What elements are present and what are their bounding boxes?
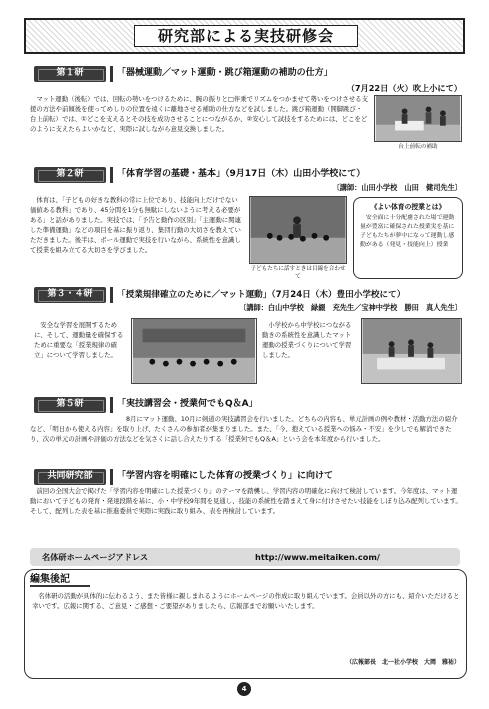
callout-title: 《よい体育の授業とは》 (370, 203, 446, 211)
section-5-tab: 第５研 (34, 397, 106, 413)
section-2-body: 体育は、「子どもの好きな教科の常に上位であり、技能向上だけでない価値ある教科」であり、45分間を1分も無駄にしないように考える必要がある」と話がありました。実技では、「予告と動作の区別」「主運動に関連した準備運動」などの項目を基に振り返り、集団行動の大切さを教えていただきました。後半は、ボール運動で実技を行いながら、系統性を意識して授業を組み立てる大切さを学びました。 (30, 196, 241, 254)
joint-research-heading: 「学習内容を明確にした体育の授業づくり」に向けて (110, 469, 460, 485)
section-1-tab: 第１研 (34, 66, 106, 82)
editorial-body: 名体研の活動が具体的に伝わるよう、また皆様に親しまれるようにホームページの作成に取り組んでいます。会員以外の方にも、紹介いただけると幸いです。広報に関する、ご意見・ご感想・ご要望がありましたら、広報部までお願いいたします。 (32, 592, 460, 610)
homepage-bar (30, 548, 460, 566)
section-2-photo-caption: 子どもたちに話すときは目線を合わせて (250, 266, 346, 281)
section-3-4-lecturer: 〔講師：白山中学校 緑綴 充先生／宝神中学校 勝田 真人先生〕 (239, 303, 462, 312)
section-3-4-photo-right (361, 318, 462, 384)
section-1-date: （7月22日（火）吹上小にて） (346, 83, 462, 93)
section-3-4-heading: 「授業規律確立のために／マット運動」（7月24日（木）豊田小学校にて） (110, 287, 465, 303)
section-2-heading: 「体育学習の基礎・基本」（9月17日（木）山田小学校にて） (110, 167, 460, 183)
section-2-lecturer: 〔講師：山田小学校 山田 健司先生〕 (332, 183, 462, 192)
joint-research-tab: 共同研究部 (34, 469, 106, 485)
callout-body: 安全面に十分配慮された場で運動量が豊富に確保された授業実を基に子どもたちが夢中になって運動し感動がある（発見・技能向上）授業 (360, 215, 455, 248)
section-2-callout (353, 197, 463, 279)
section-1-photo (374, 95, 462, 142)
section-1-body: マット運動（後転）では、回転の勢いをつけるために、腕の振りと□伴乗でリズムをつかませて勢いをつけさせる支援の方法や前傾後を使ってめしりの位置を遠くに離地させる補助の仕方などを試しました。跳び箱運動（開脚跳び・台上前転）では、①どこを支えるとその技を成功させることにつながるか、②安心して試技をするためには、どこをどのように支えたらよいかなど、実際に試しながら意見交換しました。 (30, 95, 368, 133)
title-frame (134, 25, 358, 47)
section-5-heading: 「実技講習会・授業何でもQ＆A」 (110, 397, 460, 413)
section-1-heading: 「器械運動／マット運動・跳び箱運動の補助の仕方」 (110, 66, 460, 82)
section-2-photo (249, 196, 347, 264)
section-3-4-body-right: 小学校から中学校につながる動きの系統性を意識したマット運動の授業づくりについて学習しました。 (262, 321, 352, 359)
page-number: 4 (237, 682, 251, 696)
section-1-photo-caption: 台上前転の補助 (398, 144, 438, 150)
joint-research-body: 前回の全国大会で掲げた「学習内容を明確にした授業づくり」のテーマを踏襲し、学習内容の明確化に向けて検討しています。今年度は、マット運動において子どもの発育・発達段階を基に、小・中学校9年間を見通し、技能の系統性を踏まえて身に付けさせたい技能をしぼり込み配列しています。そして、配列した表を基に推進委員で実際に実践に取り組み、表を再検討しています。 (30, 487, 462, 515)
section-5-body: 8月にマット運動、10月に剣道の実技講習会を行いました。どちらの内容も、単元計画の例や教材・活動方法の紹介など、「明日から使える内容」を取り上げ、たくさんの参加者が集まりました。また、「今、抱えている授業への悩み・不安」を少しでも解消できたり、次の単元の計画や評価の方法などを気さくに話し合えたりする「授業何でもQ＆A」という会を本年度から行いました。 (30, 415, 458, 443)
editorial-signature: （広報部長 北一社小学校 大岡 雅祐） (345, 659, 460, 666)
editorial-title: 編集後記 (30, 572, 90, 587)
title-banner (24, 18, 465, 54)
homepage-url-link[interactable]: http://www.meitaiken.com/ (255, 551, 380, 562)
section-3-4-tab: 第３・４研 (34, 287, 106, 303)
section-3-4-photo-left (131, 318, 257, 384)
homepage-label: 名体研ホームページアドレス (42, 551, 149, 562)
section-3-4-body-left: 安全な学習を展開するために、そして、運動量を確保するために重要な「授業規律の確立」について学習しました。 (34, 321, 124, 359)
page-title: 研究部による実技研修会 (157, 26, 334, 45)
section-2-tab: 第２研 (34, 167, 106, 183)
